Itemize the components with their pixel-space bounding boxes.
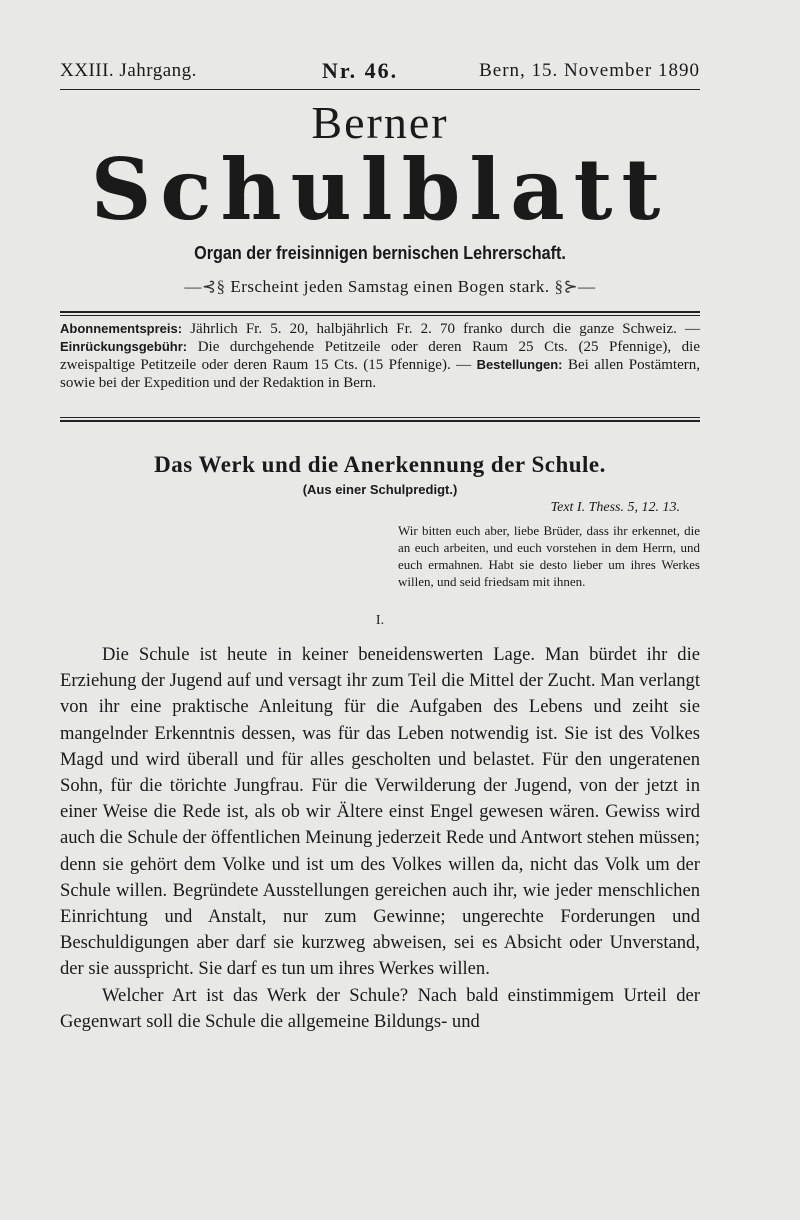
publication-frequency <box>90 277 690 297</box>
subscription-text: Jährlich Fr. 5. 20, halbjährlich Fr. 2. 70 franko durch die ganze Schweiz. — <box>190 321 701 337</box>
advert-fee-label: Einrückungsgebühr: <box>60 339 188 354</box>
frequency-text: Erscheint jeden Samstag einen Bogen stark. <box>230 277 550 296</box>
masthead-title-top: Berner <box>311 97 449 148</box>
orders-text: Bei allen Postämtern, sowie bei der Expedition und der Redaktion in Bern. <box>60 357 701 391</box>
volume-label: XXIII. Jahrgang. <box>60 60 197 81</box>
ornament-right-icon: §⊱— <box>554 277 596 296</box>
masthead-title-main: Schulblatt <box>90 140 670 239</box>
paragraph: Welcher Art ist das Werk der Schule? Nach bald einstimmigem Urteil der Gegenwart soll die Schule die allgemeine Bildungs- und <box>60 984 700 1032</box>
subscription-info <box>60 320 700 392</box>
section-number: I. <box>375 613 385 628</box>
paragraph: Die Schule ist heute in keiner beneidenswerten Lage. Man bürdet ihr die Erziehung der Jugend auf und versagt ihr zum Teil die Mittel der Zucht. Man verlangt von ihr eine praktische Anleitung für die Aufgaben des Lebens und zeiht sie mangelnder Erkenntnis dessen, was für das Leben notwendig ist. Sie ist des Volkes Magd und wird überall und für alles gescholten und belastet. Für den ungeratenen Sohn, für die törichte Jungfrau. Für die Verwilderung der Jugend, von der jetzt in einer Weise die Rede ist, als ob wir Ältere einst Engel gewesen wären. Gewiss wird auch die Schule der öffentlichen Meinung jederzeit Rede und Antwort stehen müssen; denn sie gehört dem Volke und ist um des Volkes willen da, nicht das Volk um der Schule willen. Begründete Ausstellungen gereichen auch ihr, wie jeder menschlichen Einrichtung und Anstalt, nur zum Gewinne; ungerechte Forderungen und Beschuldigungen aber darf sie kurzweg abweisen, sei es Absicht oder Unverstand, der sie ausspricht. Sie darf es tun um ihres Werkes willen. <box>60 644 700 980</box>
issue-number: Nr. 46. <box>322 58 399 83</box>
advert-fee-text: Die durchgehende Petitzeile oder deren Raum 25 Cts. (25 Pfennige), die zweispaltige Petitzeile oder deren Raum 15 Cts. (15 Pfennige). — <box>60 339 700 373</box>
scripture-motto: Wir bitten euch aber, liebe Brüder, dass ihr erkennet, die an euch arbeiten, und euch vorstehen in dem Herrn, und euch ermahnen. Habt sie desto lieber um ihres Werkes willen, und seid friedsam mit ihnen. <box>398 523 700 589</box>
subscription-rule-top <box>60 311 700 313</box>
organ-line: Organ der freisinnigen bernischen Lehrerschaft. <box>194 243 566 263</box>
scripture-reference: Text I. Thess. 5, 12. 13. <box>550 500 680 515</box>
ornament-left-icon: —⊰§ <box>184 277 226 296</box>
subscription-rule-bottom <box>60 420 700 422</box>
header-row <box>60 58 700 88</box>
subscription-label: Abonnementspreis: <box>60 321 183 336</box>
orders-label: Bestellungen: <box>476 357 563 372</box>
article-title: Das Werk und die Anerkennung der Schule. <box>154 452 606 477</box>
place-date: Bern, 15. November 1890 <box>479 60 700 81</box>
header-rule <box>60 89 700 90</box>
article-body <box>60 642 700 1035</box>
subscription-rule-bottom-thin <box>60 417 700 418</box>
article-subtitle: (Aus einer Schulpredigt.) <box>302 482 458 497</box>
subscription-rule-top-thin <box>60 315 700 316</box>
